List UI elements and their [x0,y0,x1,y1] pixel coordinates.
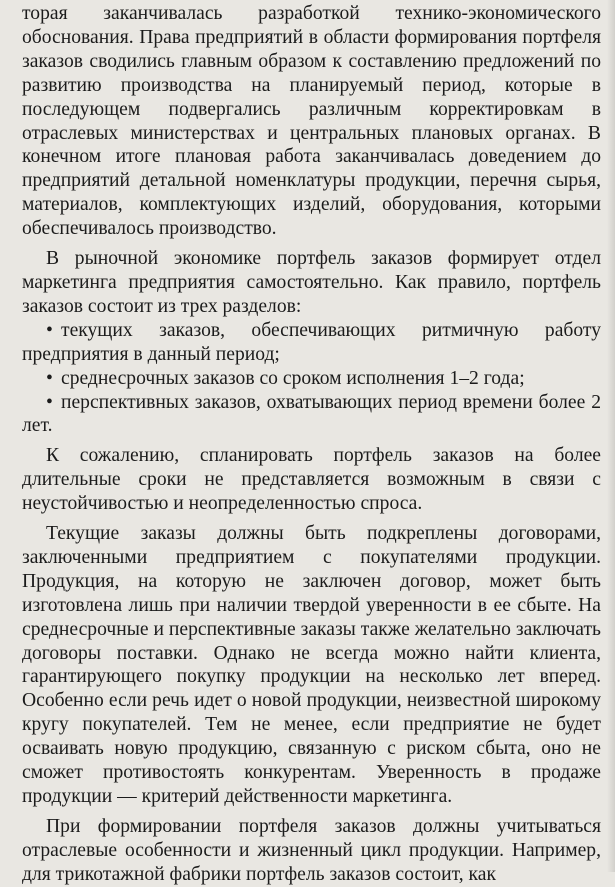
paragraph-continuation: торая заканчивалась разработкой технико-экономического обоснования. Права предприятий в области формирования портфеля заказов сводились главным образом к составлению предложений по развитию производства на планируемый период, которые в последующем подвергались различным корректировкам в отраслевых министерствах и центральных плановых органах. В конечном итоге плановая работа заканчивалась доведением до предприятий детальной номенклатуры продукции, перечня сырья, материалов, комплектующих изделий, оборудования, которыми обеспечивалось производство. [22,3,601,240]
paragraph-market-economy: В рыночной экономике портфель заказов формирует отдел маркетинга предприятия самостоятельно. Как правило, портфель заказов состоит из трех разделов: [22,248,601,317]
paragraph-forming-portfolio: При формировании портфеля заказов должны учитываться отраслевые особенности и жизненный цикл продукции. Например, для трикотажной фабрики портфель заказов состоит, как [22,815,601,885]
list-item [22,391,601,439]
list-item-text: перспективных заказов, охватывающих период времени более 2 лет. [22,391,601,437]
list-item [22,319,601,367]
order-sections-list [22,319,601,439]
bullet-marker: • [46,391,53,413]
paragraph-current-orders: Текущие заказы должны быть подкреплены договорами, заключенными предприятием с покупателями продукции. Продукция, на которую не заключен договор, может быть изготовлена лишь при наличии твердой уверенности в ее сбыте. На среднесрочные и перспективные заказы также желательно заключать договоры поставки. Однако не всегда можно найти клиента, гарантирующего покупку продукции на несколько лет вперед. Особенно если речь идет о новой продукции, неизвестной широкому кругу покупателей. Тем не менее, если предприятие не будет осваивать новую продукцию, связанную с риском сбыта, оно не сможет противостоять конкурентам. Уверенность в продаже продукции — критерий действенности маркетинга. [22,523,601,807]
list-item-text: текущих заказов, обеспечивающих ритмичную работу предприятия в данный период; [22,319,601,365]
bullet-marker: • [46,367,53,389]
page-edge-shadow [607,0,615,872]
paragraph-unfortunately: К сожалению, спланировать портфель заказов на более длительные сроки не представляется возможным в связи с неустойчивостью и неопределенностью спроса. [22,445,601,515]
bullet-marker: • [46,319,53,341]
list-item [22,367,601,391]
list-item-text: среднесрочных заказов со сроком исполнения 1–2 года; [61,367,525,389]
